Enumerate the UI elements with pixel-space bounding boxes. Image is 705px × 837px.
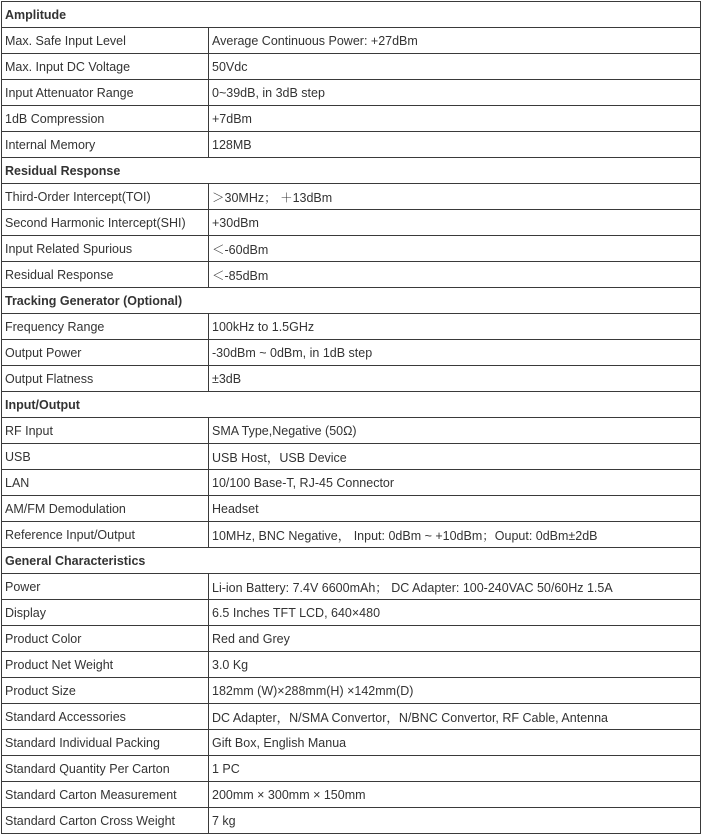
spec-label: Power bbox=[2, 574, 209, 600]
spec-label: Product Size bbox=[2, 678, 209, 704]
table-row bbox=[2, 262, 701, 288]
spec-label: Standard Quantity Per Carton bbox=[2, 756, 209, 782]
table-row bbox=[2, 756, 701, 782]
spec-value: ＞30MHz； ＋13dBm bbox=[209, 184, 701, 210]
spec-label: Residual Response bbox=[2, 262, 209, 288]
spec-value: 100kHz to 1.5GHz bbox=[209, 314, 701, 340]
table-row bbox=[2, 444, 701, 470]
section-title: Tracking Generator (Optional) bbox=[2, 288, 701, 314]
table-row bbox=[2, 730, 701, 756]
spec-value: ＜-85dBm bbox=[209, 262, 701, 288]
table-row bbox=[2, 366, 701, 392]
section-header-row bbox=[2, 288, 701, 314]
spec-label: 1dB Compression bbox=[2, 106, 209, 132]
spec-label: Second Harmonic Intercept(SHI) bbox=[2, 210, 209, 236]
spec-label: Output Flatness bbox=[2, 366, 209, 392]
spec-label: Output Power bbox=[2, 340, 209, 366]
section-title: Input/Output bbox=[2, 392, 701, 418]
spec-value: Headset bbox=[209, 496, 701, 522]
section-title: Amplitude bbox=[2, 2, 701, 28]
table-row bbox=[2, 132, 701, 158]
spec-label: LAN bbox=[2, 470, 209, 496]
table-row bbox=[2, 600, 701, 626]
spec-value: 128MB bbox=[209, 132, 701, 158]
table-row bbox=[2, 106, 701, 132]
spec-label: Internal Memory bbox=[2, 132, 209, 158]
table-row bbox=[2, 54, 701, 80]
table-row bbox=[2, 574, 701, 600]
table-row bbox=[2, 704, 701, 730]
spec-value: +7dBm bbox=[209, 106, 701, 132]
section-header-row bbox=[2, 158, 701, 184]
spec-label: Input Related Spurious bbox=[2, 236, 209, 262]
table-row bbox=[2, 808, 701, 834]
spec-label: AM/FM Demodulation bbox=[2, 496, 209, 522]
table-row bbox=[2, 314, 701, 340]
spec-value: 1 PC bbox=[209, 756, 701, 782]
spec-label: Display bbox=[2, 600, 209, 626]
spec-value: Red and Grey bbox=[209, 626, 701, 652]
spec-label: Standard Accessories bbox=[2, 704, 209, 730]
spec-value: 10/100 Base-T, RJ-45 Connector bbox=[209, 470, 701, 496]
table-row bbox=[2, 496, 701, 522]
spec-label: Standard Carton Measurement bbox=[2, 782, 209, 808]
spec-label: Standard Individual Packing bbox=[2, 730, 209, 756]
section-header-row bbox=[2, 392, 701, 418]
section-title: General Characteristics bbox=[2, 548, 701, 574]
spec-label: Max. Input DC Voltage bbox=[2, 54, 209, 80]
table-row bbox=[2, 184, 701, 210]
spec-value: 3.0 Kg bbox=[209, 652, 701, 678]
spec-value: 0~39dB, in 3dB step bbox=[209, 80, 701, 106]
spec-value: ±3dB bbox=[209, 366, 701, 392]
spec-label: RF Input bbox=[2, 418, 209, 444]
section-header-row bbox=[2, 548, 701, 574]
spec-table bbox=[1, 1, 701, 834]
table-row bbox=[2, 80, 701, 106]
spec-label: USB bbox=[2, 444, 209, 470]
table-row bbox=[2, 28, 701, 54]
table-row bbox=[2, 652, 701, 678]
table-row bbox=[2, 236, 701, 262]
spec-value: USB Host，USB Device bbox=[209, 444, 701, 470]
spec-label: Third-Order Intercept(TOI) bbox=[2, 184, 209, 210]
spec-label: Standard Carton Cross Weight bbox=[2, 808, 209, 834]
spec-value: 6.5 Inches TFT LCD, 640×480 bbox=[209, 600, 701, 626]
table-row bbox=[2, 470, 701, 496]
table-row bbox=[2, 418, 701, 444]
spec-value: DC Adapter，N/SMA Convertor，N/BNC Convertor, RF Cable, Antenna bbox=[209, 704, 701, 730]
table-row bbox=[2, 782, 701, 808]
table-row bbox=[2, 626, 701, 652]
spec-label: Product Net Weight bbox=[2, 652, 209, 678]
spec-label: Frequency Range bbox=[2, 314, 209, 340]
spec-value: Gift Box, English Manua bbox=[209, 730, 701, 756]
spec-value: Li-ion Battery: 7.4V 6600mAh； DC Adapter: 100-240VAC 50/60Hz 1.5A bbox=[209, 574, 701, 600]
section-title: Residual Response bbox=[2, 158, 701, 184]
spec-value: +30dBm bbox=[209, 210, 701, 236]
spec-value: SMA Type,Negative (50Ω) bbox=[209, 418, 701, 444]
table-row bbox=[2, 340, 701, 366]
table-row bbox=[2, 522, 701, 548]
spec-value: ＜-60dBm bbox=[209, 236, 701, 262]
spec-label: Max. Safe Input Level bbox=[2, 28, 209, 54]
spec-label: Reference Input/Output bbox=[2, 522, 209, 548]
spec-label: Product Color bbox=[2, 626, 209, 652]
spec-value: 182mm (W)×288mm(H) ×142mm(D) bbox=[209, 678, 701, 704]
spec-label: Input Attenuator Range bbox=[2, 80, 209, 106]
spec-value: 7 kg bbox=[209, 808, 701, 834]
table-row bbox=[2, 678, 701, 704]
table-row bbox=[2, 210, 701, 236]
spec-value: 200mm × 300mm × 150mm bbox=[209, 782, 701, 808]
spec-value: Average Continuous Power: +27dBm bbox=[209, 28, 701, 54]
section-header-row bbox=[2, 2, 701, 28]
spec-value: -30dBm ~ 0dBm, in 1dB step bbox=[209, 340, 701, 366]
spec-value: 50Vdc bbox=[209, 54, 701, 80]
spec-value: 10MHz, BNC Negative， Input: 0dBm ~ +10dBm；Ouput: 0dBm±2dB bbox=[209, 522, 701, 548]
spec-table-body bbox=[2, 2, 701, 834]
